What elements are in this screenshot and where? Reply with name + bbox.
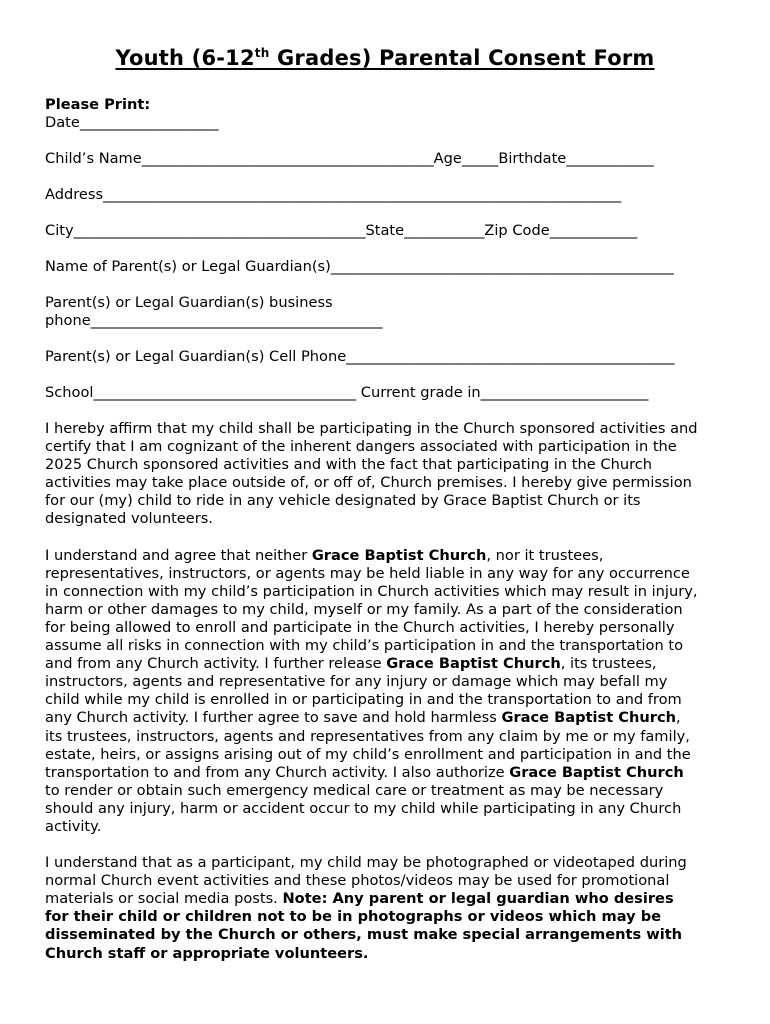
- church-name: Grace Baptist Church: [386, 655, 561, 673]
- church-name: Grace Baptist Church: [509, 763, 684, 781]
- parent-name-field[interactable]: Name of Parent(s) or Legal Guardian(s)_______________________________________________: [45, 258, 674, 275]
- paragraph-line: designated volunteers.: [45, 510, 213, 528]
- please-print-label: Please Print:: [45, 96, 151, 113]
- paragraph-line: for being allowed to enroll and participate in the Church activities, I hereby personally: [45, 618, 675, 636]
- paragraph-line: materials or social media posts. Note: Any parent or legal guardian who desires: [45, 890, 674, 908]
- child-name-age-birthdate-field[interactable]: Child’s Name________________________________________Age_____Birthdate____________: [45, 150, 654, 167]
- consent-form-page: [45, 46, 725, 981]
- paragraph-line: assume all risks in connection with my child’s participation in and the transportation to: [45, 637, 683, 655]
- paragraph-line: estate, heirs, or assigns arising out of my child’s enrollment and participation in and the: [45, 745, 691, 763]
- cell-phone-field[interactable]: Parent(s) or Legal Guardian(s) Cell Phone_____________________________________________: [45, 348, 675, 365]
- liability-paragraph: [45, 547, 725, 837]
- paragraph-line: instructors, agents and representative for any injury or damage which may befall my: [45, 673, 668, 691]
- address-field[interactable]: Address_______________________________________________________________________: [45, 186, 622, 203]
- affirmation-paragraph: [45, 420, 725, 529]
- paragraph-line: I understand and agree that neither Grace Baptist Church, nor it trustees,: [45, 546, 604, 564]
- paragraph-line: activity.: [45, 817, 102, 835]
- church-name: Grace Baptist Church: [311, 546, 487, 564]
- paragraph-line: in connection with my child’s participation in Church activities which may result in injury,: [45, 582, 698, 600]
- paragraph-line: I understand that as a participant, my child may be photographed or videotaped during: [45, 854, 687, 872]
- paragraph-line: transportation to and from any Church activity. I also authorize Grace Baptist Church: [45, 763, 684, 781]
- photo-note-line: for their child or children not to be in photographs or videos which may be: [45, 908, 662, 926]
- photo-note: Note: Any parent or legal guardian who desires: [282, 890, 674, 908]
- paragraph-line: and from any Church activity. I further release Grace Baptist Church, its trustees,: [45, 655, 657, 673]
- paragraph-line: I hereby affirm that my child shall be participating in the Church sponsored activities and: [45, 420, 698, 437]
- paragraph-line: to render or obtain such emergency medical care or treatment as may be necessary: [45, 781, 664, 799]
- paragraph-line: any Church activity. I further agree to save and hold harmless Grace Baptist Church,: [45, 709, 681, 727]
- title-text-end: Grades) Parental Consent Form: [269, 46, 655, 70]
- date-field[interactable]: Date___________________: [45, 114, 219, 131]
- paragraph-line: harm or other damages to my child, myself or my family. As a part of the consideration: [45, 600, 683, 618]
- title-text-start: Youth (6-12: [115, 46, 255, 70]
- city-state-zip-field[interactable]: City________________________________________State___________Zip Code____________: [45, 222, 638, 239]
- paragraph-line: for our (my) child to ride in any vehicle designated by Grace Baptist Church or its: [45, 492, 641, 510]
- photo-note-line: Church staff or appropriate volunteers.: [45, 944, 369, 962]
- paragraph-line: representatives, instructors, or agents may be held liable in any way for any occurrence: [45, 564, 690, 582]
- paragraph-line: 2025 Church sponsored activities and with the fact that participating in the Church: [45, 456, 653, 474]
- photo-note-line: disseminated by the Church or others, must make special arrangements with: [45, 926, 683, 944]
- paragraph-line: certify that I am cognizant of the inherent dangers associated with participation in the: [45, 438, 677, 456]
- paragraph-line: child while my child is enrolled in or participating in and the transportation to and from: [45, 691, 682, 709]
- business-phone-field[interactable]: phone________________________________________: [45, 312, 383, 329]
- paragraph-line: should any injury, harm or accident occur to my child while participating in any Church: [45, 799, 682, 817]
- business-phone-label: Parent(s) or Legal Guardian(s) business: [45, 294, 333, 311]
- school-grade-field[interactable]: School____________________________________ Current grade in_______________________: [45, 384, 649, 401]
- paragraph-line: normal Church event activities and these photos/videos may be used for promotional: [45, 872, 670, 890]
- photo-consent-paragraph: [45, 854, 725, 963]
- paragraph-line: its trustees, instructors, agents and representatives from any claim by me or my family,: [45, 727, 690, 745]
- title-superscript: th: [254, 46, 270, 60]
- church-name: Grace Baptist Church: [501, 709, 677, 727]
- paragraph-line: activities may take place outside of, or off of, Church premises. I hereby give permission: [45, 474, 692, 492]
- form-title: [45, 46, 725, 70]
